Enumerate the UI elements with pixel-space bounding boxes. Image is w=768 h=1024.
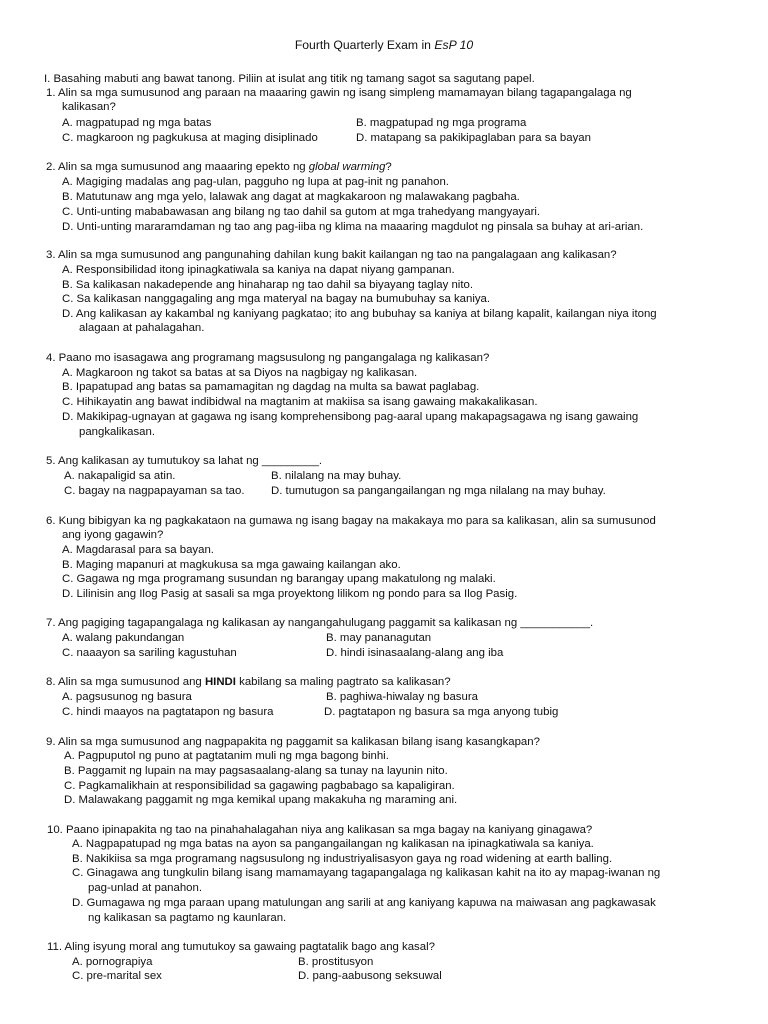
- question-3-stem: 3. Alin sa mga sumusunod ang pangunahing dahilan kung bakit kailangan ng tao na pangalagaan ang kalikasan?: [46, 249, 617, 261]
- q2-option-a: A. Magiging madalas ang pag-ulan, pagguho ng lupa at pag-init ng panahon.: [62, 176, 449, 188]
- q4-option-b: B. Ipapatupad ang batas sa pamamagitan ng dagdag na multa sa bawat paglabag.: [62, 381, 480, 393]
- exam-title: [0, 38, 768, 52]
- q6-option-b: B. Maging mapanuri at magkukusa sa mga gawaing kailangan ako.: [62, 559, 401, 571]
- q1-option-d: D. matapang sa pakikipaglaban para sa bayan: [356, 132, 591, 144]
- q7-option-a: A. walang pakundangan: [62, 632, 185, 644]
- q3-option-c: C. Sa kalikasan nanggagaling ang mga materyal na bagay na bumubuhay sa kaniya.: [62, 293, 491, 305]
- q3-option-b: B. Sa kalikasan nakadepende ang hinaharap ng tao dahil sa biyayang taglay nito.: [62, 279, 473, 291]
- q2-stem-term: global warming: [308, 161, 386, 173]
- q8-option-a: A. pagsusunog ng basura: [62, 691, 192, 703]
- question-1-stem: 1. Alin sa mga sumusunod ang paraan na maaaring gawin ng isang simpleng mamamayan bilang tagapangalaga ng: [46, 87, 632, 99]
- question-6-stem-cont: ang iyong gagawin?: [62, 529, 164, 541]
- q7-option-c: C. naaayon sa sariling kagustuhan: [62, 647, 237, 659]
- q2-option-d: D. Unti-unting mararamdaman ng tao ang pag-iiba ng klima na maaaring magdulot ng pinsala sa buhay at ari-arian.: [62, 221, 644, 233]
- question-8-stem: [46, 675, 451, 689]
- q5-option-d: D. tumutugon sa pangangailangan ng mga nilalang na may buhay.: [271, 485, 606, 497]
- q10-option-a: A. Nagpapatupad ng mga batas na ayon sa pangangailangan ng kalikasan na ipinagkatiwala sa kaniya.: [72, 838, 594, 850]
- question-5-stem: 5. Ang kalikasan ay tumutukoy sa lahat ng _________.: [46, 455, 323, 467]
- q11-option-a: A. pornograpiya: [72, 956, 153, 968]
- q11-option-c: C. pre-marital sex: [72, 970, 162, 982]
- q11-option-b: B. prostitusyon: [298, 956, 374, 968]
- q10-option-c-cont: pag-unlad at panahon.: [88, 882, 203, 894]
- q6-option-a: A. Magdarasal para sa bayan.: [62, 544, 214, 556]
- question-9-stem: 9. Alin sa mga sumusunod ang nagpapakita ng paggamit sa kalikasan bilang isang kasangkapan?: [46, 736, 540, 748]
- q5-option-c: C. bagay na nagpapayaman sa tao.: [64, 485, 245, 497]
- q3-option-d: D. Ang kalikasan ay kakambal ng kaniyang pagkatao; ito ang bubuhay sa kaniya at bilang kapalit, kailangan niya itong: [62, 308, 657, 320]
- q5-option-b: B. nilalang na may buhay.: [271, 470, 402, 482]
- q7-option-b: B. may pananagutan: [326, 632, 432, 644]
- q7-option-d: D. hindi isinasaalang-alang ang iba: [326, 647, 504, 659]
- q10-option-b: B. Nakikiisa sa mga programang nagsusulong ng industriyalisasyon gaya ng road widening at earth balling.: [72, 853, 613, 865]
- question-2-stem: [46, 160, 392, 174]
- q5-option-a: A. nakapaligid sa atin.: [64, 470, 176, 482]
- q6-option-c: C. Gagawa ng mga programang susundan ng barangay upang makatulong ng malaki.: [62, 573, 496, 585]
- q2-stem-pre: 2. Alin sa mga sumusunod ang maaaring epekto ng: [46, 161, 309, 173]
- q9-option-c: C. Pagkamalikhain at responsibilidad sa gagawing pagbabago sa kapaligiran.: [64, 780, 455, 792]
- title-prefix: Fourth Quarterly Exam in: [294, 38, 435, 52]
- title-subject: EsP 10: [434, 38, 474, 52]
- question-1-stem-cont: kalikasan?: [62, 101, 116, 113]
- q2-stem-post: ?: [385, 161, 392, 173]
- q9-option-a: A. Pagpuputol ng puno at pagtatanim muli ng mga bagong binhi.: [64, 750, 389, 762]
- q10-option-d-cont: ng kalikasan sa pagtamo ng kaunlaran.: [88, 912, 287, 924]
- question-11-stem: 11. Aling isyung moral ang tumutukoy sa gawaing pagtatalik bago ang kasal?: [47, 941, 435, 953]
- q1-option-c: C. magkaroon ng pagkukusa at maging disiplinado: [62, 132, 318, 144]
- q1-option-b: B. magpatupad ng mga programa: [356, 117, 527, 129]
- q2-option-c: C. Unti-unting mababawasan ang bilang ng tao dahil sa gutom at mga trahedyang mangyayari.: [62, 206, 541, 218]
- question-7-stem: 7. Ang pagiging tagapangalaga ng kalikasan ay nangangahulugang paggamit sa kalikasan ng ___________.: [46, 617, 594, 629]
- q9-option-d: D. Malawakang paggamit ng mga kemikal upang makakuha ng maraming ani.: [64, 794, 458, 806]
- q8-stem-bold: HINDI: [204, 676, 236, 688]
- q4-option-a: A. Magkaroon ng takot sa batas at sa Diyos na nagbigay ng kalikasan.: [62, 367, 418, 379]
- q8-option-d: D. pagtatapon ng basura sa mga anyong tubig: [324, 706, 559, 718]
- q11-option-d: D. pang-aabusong seksuwal: [298, 970, 442, 982]
- q8-stem-post: kabilang sa maling pagtrato sa kalikasan?: [235, 676, 451, 688]
- q10-option-c: C. Ginagawa ang tungkulin bilang isang mamamayang tagapangalaga ng kalikasan kahit na ito ay mapag-iwanan ng: [72, 867, 661, 879]
- instructions: I. Basahing mabuti ang bawat tanong. Piliin at isulat ang titik ng tamang sagot sa sagutang papel.: [44, 73, 535, 85]
- q4-option-d: D. Makikipag-ugnayan at gagawa ng isang komprehensibong pag-aaral upang makapagsagawa ng isang gawaing: [62, 411, 639, 423]
- q8-stem-pre: 8. Alin sa mga sumusunod ang: [46, 676, 205, 688]
- q6-option-d: D. Lilinisin ang Ilog Pasig at sasali sa mga proyektong lilikom ng pondo para sa Ilog Pasig.: [62, 588, 518, 600]
- q9-option-b: B. Paggamit ng lupain na may pagsasaalang-alang sa tunay na layunin nito.: [64, 765, 448, 777]
- question-6-stem: 6. Kung bibigyan ka ng pagkakataon na gumawa ng isang bagay na makakaya mo para sa kalikasan, alin sa sumusunod: [46, 515, 656, 527]
- q10-option-d: D. Gumagawa ng mga paraan upang matulungan ang sarili at ang kaniyang kapuwa na maiwasan ang pagkawasak: [72, 897, 656, 909]
- q3-option-a: A. Responsibilidad itong ipinagkatiwala sa kaniya na dapat niyang gampanan.: [62, 264, 455, 276]
- question-4-stem: 4. Paano mo isasagawa ang programang magsusulong ng pangangalaga ng kalikasan?: [46, 352, 490, 364]
- q2-option-b: B. Matutunaw ang mga yelo, lalawak ang dagat at magkakaroon ng malawakang pagbaha.: [62, 191, 520, 203]
- question-10-stem: 10. Paano ipinapakita ng tao na pinahahalagahan niya ang kalikasan sa mga bagay na kaniyang ginagawa?: [47, 824, 593, 836]
- q4-option-d-cont: pangkalikasan.: [79, 426, 155, 438]
- q4-option-c: C. Hihikayatin ang bawat indibidwal na magtanim at makiisa sa isang gawaing makakalikasan.: [62, 396, 538, 408]
- q3-option-d-cont: alagaan at pahalagahan.: [79, 322, 205, 334]
- q8-option-c: C. hindi maayos na pagtatapon ng basura: [62, 706, 274, 718]
- q1-option-a: A. magpatupad ng mga batas: [62, 117, 212, 129]
- q8-option-b: B. paghiwa-hiwalay ng basura: [326, 691, 478, 703]
